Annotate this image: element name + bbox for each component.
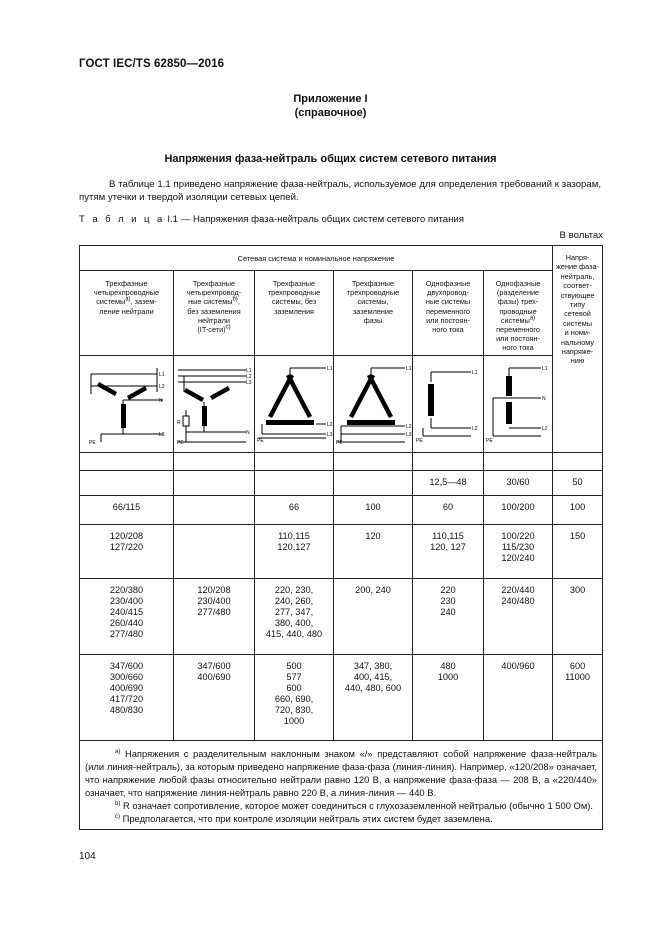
table-cell [80,470,174,495]
last-column-header [553,246,603,453]
last-header-line: сетевой [564,309,591,319]
table-cell: 66/115 [80,495,174,524]
delta-ungrounded-diagram [256,362,332,446]
table-cell: 66 [255,495,334,524]
units-label: В вольтах [559,230,603,241]
wye-grounded-diagram [87,362,167,446]
table-cell: 150 [553,524,603,578]
table-notes [80,740,603,830]
blank-cell [334,452,413,470]
table-cell: 347/600 300/660 400/690 417/720 480/830 [80,654,174,740]
table-cell: 50 [553,470,603,495]
table-caption-text: — Напряжения фаза-нейтраль общих систем сетевого питания [180,214,464,225]
table-cell: 100 [334,495,413,524]
annex-title: Приложение I [293,93,368,105]
table-cell: 220, 230, 240, 260, 277, 347, 380, 400, 415, 440, 480 [255,578,334,654]
svg-text:N: N [246,429,250,436]
table-row [80,495,603,524]
note-a: $^{a)}$ Напряжения с разделительным наклонным знаком «/» представляют собой напряжение фаза-нейтраль (или линия-нейтраль), за которым приведено напряжение фаза-фаза (линия-линия). Например, «120/208» означает, что напряжение любой фазы относительно нейтрали равно 120 В, а напряжение фаза-фаза — 208 В, а «220/440» означает, что напряжение линия-нейтраль равно 220 В, а линия-линия — 440 В. [85,747,598,798]
group-header: Сетевая система и номинальное напряжение [80,246,553,271]
table-cell: 220/440 240/480 [484,578,553,654]
svg-text:PE: PE [177,439,184,446]
table-cell: 200, 240 [334,578,413,654]
svg-text:L2: L2 [246,373,252,380]
svg-text:L1: L1 [406,365,412,372]
diagram-3ph-3w-ungrounded [255,355,334,452]
svg-text:PE: PE [416,437,423,444]
table-row [80,654,603,740]
last-header-line: нейтраль, [560,271,595,281]
section-title: Напряжения фаза-нейтраль общих систем сетевого питания [164,153,497,165]
annex-heading [0,92,661,120]
blank-cell [413,452,484,470]
last-header-line: нию [570,356,585,366]
col-header-3ph-4w-it: Трехфазные четырехпровод- ные системы$^{b)}$, без заземления нейтрали (IT-сети)$^{c)}$ [174,271,255,356]
col-header-1ph-2w: Однофазные двухпровод- ные системы переменного или постоян- ного тока [413,271,484,356]
table-cell: 120 [334,524,413,578]
table-cell: 347, 380, 400, 415, 440, 480, 600 [334,654,413,740]
table-row [80,470,603,495]
table-cell: 100/200 [484,495,553,524]
svg-text:L1: L1 [246,367,252,374]
table-cell: 110,115 120,127 [255,524,334,578]
table-caption-number: I.1 [167,214,179,225]
table-cell [174,470,255,495]
diagram-1ph-2w [413,355,484,452]
diagram-3ph-3w-phase-grounded [334,355,413,452]
table-cell: 600 11000 [553,654,603,740]
svg-text:L3: L3 [327,431,333,438]
table-cell: 220/380 230/400 240/415 260/440 277/480 [80,578,174,654]
table-cell: 300 [553,578,603,654]
table-cell: 400/960 [484,654,553,740]
split-phase-diagram [485,362,551,446]
page-number: 104 [79,851,96,862]
table-cell: 120/208 127/220 [80,524,174,578]
table-caption [79,214,464,225]
col-header-3ph-3w-phase-grounded: Трехфазные трехпроводные системы, заземление фазы [334,271,413,356]
svg-text:R: R [177,419,181,426]
table-cell: 347/600 400/690 [174,654,255,740]
blank-cell [255,452,334,470]
blank-cell [174,452,255,470]
svg-text:N: N [542,395,546,402]
svg-text:PE: PE [336,439,343,446]
diagram-1ph-3w-split [484,355,553,452]
diagram-3ph-4w-it [174,355,255,452]
document-header: ГОСТ IEC/TS 62850—2016 [79,58,225,70]
intro-paragraph: В таблице 1.1 приведено напряжение фаза-нейтраль, используемое для определения требований к зазорам, путям утечки и твердой изоляции сетевых цепей. [79,179,601,203]
voltage-table [79,245,603,830]
last-header-line: системы [563,318,592,328]
blank-cell [553,452,603,470]
last-header-line: Напря- [565,253,590,262]
svg-text:L3: L3 [246,379,252,386]
table-cell [174,495,255,524]
table-cell [255,470,334,495]
svg-text:L3: L3 [158,431,165,438]
svg-text:L3: L3 [406,431,412,438]
annex-subtitle: (справочное) [294,107,367,119]
table-cell [174,524,255,578]
svg-text:L1: L1 [158,371,165,378]
note-c: $^{c)}$ Предполагается, что при контроле изоляции нейтраль этих систем будет заземлена. [115,813,493,825]
svg-text:L1: L1 [472,369,478,376]
table-row [80,578,603,654]
svg-text:L2: L2 [158,383,165,390]
col-header-1ph-3w-split: Однофазные (разделение фазы) трех- проводные системы$^{a)}$ переменного или постоян- ного тока [484,271,553,356]
svg-text:L2: L2 [472,425,478,432]
table-cell: 110,115 120, 127 [413,524,484,578]
svg-text:PE: PE [257,437,264,444]
svg-text:N: N [158,397,163,404]
col-header-3ph-3w-ungrounded: Трехфазные трехпроводные системы, без заземления [255,271,334,356]
table-cell: 480 1000 [413,654,484,740]
delta-grounded-diagram [335,362,411,446]
table-cell [334,470,413,495]
svg-text:L2: L2 [406,423,412,430]
single-phase-diagram [415,362,481,446]
note-b: $^{b)}$ R означает сопротивление, которое может соединиться с глухозаземленной нейтралью (обычно 1 500 Ом). [115,800,594,811]
table-cell: 500 577 600 660, 690, 720, 830, 1000 [255,654,334,740]
svg-text:L2: L2 [542,425,548,432]
last-header-line: ствующее [560,290,595,300]
last-header-line: типу [570,300,586,310]
table-cell: 12,5—48 [413,470,484,495]
col-header-3ph-4w-grounded: Трехфазные четырехпроводные системы$^{a)}$, зазем- ление нейтрали [80,271,174,356]
last-header-line: соответ- [563,281,592,291]
table-cell: 30/60 [484,470,553,495]
blank-cell [484,452,553,470]
table-cell: 100 [553,495,603,524]
svg-text:L2: L2 [327,421,333,428]
last-header-line: жение фаза- [556,262,599,272]
svg-text:PE: PE [486,437,493,444]
last-header-line: напряже- [561,347,594,357]
last-header-line: нальному [561,337,594,347]
svg-text:L1: L1 [542,365,548,372]
table-cell: 220 230 240 [413,578,484,654]
table-caption-prefix: Т а б л и ц а [79,214,165,225]
table-cell: 120/208 230/400 277/480 [174,578,255,654]
svg-text:PE: PE [88,439,96,446]
blank-cell [80,452,174,470]
last-header-line: и номи- [564,328,591,338]
table-row [80,524,603,578]
wye-it-diagram [176,362,252,446]
diagram-3ph-4w-grounded [80,355,174,452]
svg-text:L1: L1 [327,365,333,372]
table-cell: 60 [413,495,484,524]
table-cell: 100/220 115/230 120/240 [484,524,553,578]
